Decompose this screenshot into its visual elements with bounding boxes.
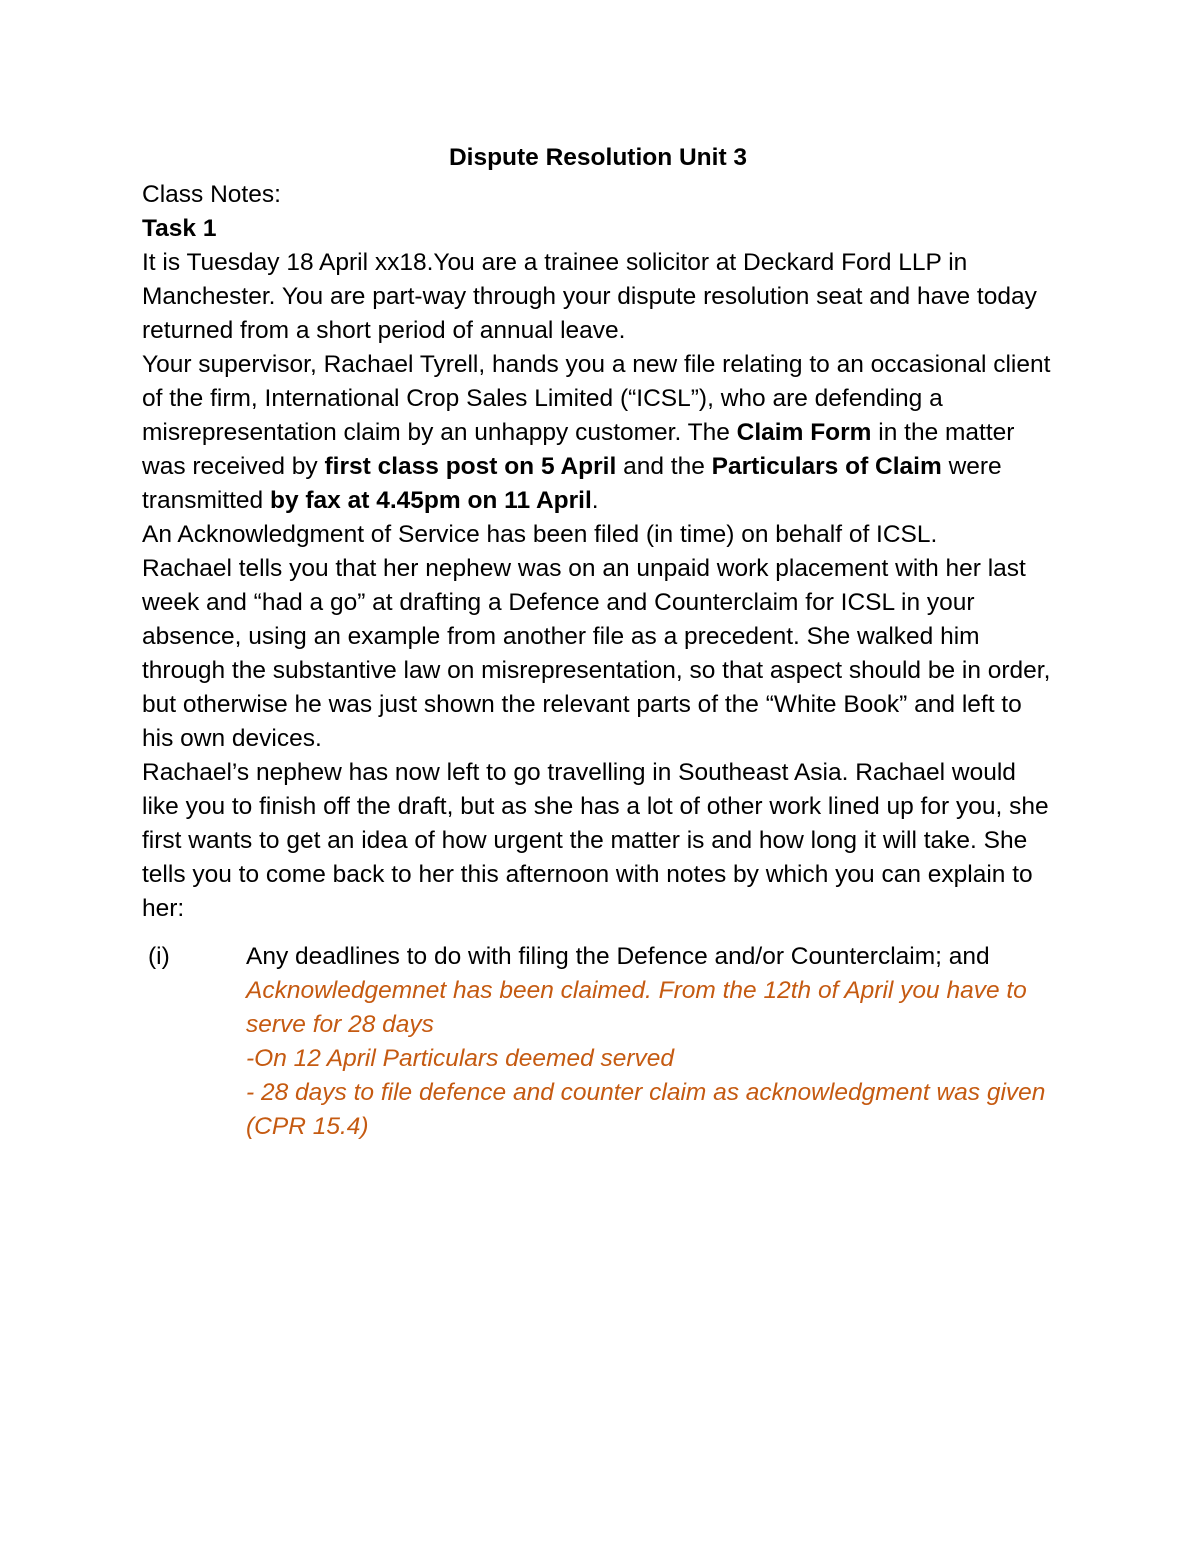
list-item-number: (i) (148, 943, 170, 970)
claim-form-emphasis: Claim Form (736, 419, 872, 446)
particulars-emphasis: Particulars of Claim (711, 453, 942, 480)
paragraph-supervisor (142, 348, 1054, 518)
class-notes-label: Class Notes: (142, 181, 281, 208)
paragraph-acknowledgment: An Acknowledgment of Service has been filed (in time) on behalf of ICSL. (142, 521, 938, 548)
paragraph-instructions: Rachael’s nephew has now left to go travelling in Southeast Asia. Rachael would like you to finish off the draft, but as she has a lot of other work lined up for you, she first wants to get an idea of how urgent the matter is and how long it will take. She tells you to come back to her this afternoon with notes by which you can explain to her: (142, 759, 1049, 922)
paragraph-intro: It is Tuesday 18 April xx18.You are a trainee solicitor at Deckard Ford LLP in Manchester. You are part-way through your dispute resolution seat and have today returned from a short period of annual leave. (142, 249, 1037, 344)
para2-text-4: were transmitted (142, 453, 1002, 514)
list-item-body (246, 940, 1054, 1144)
list-item (142, 940, 1054, 1144)
para2-text-5: . (591, 487, 599, 514)
post-date-emphasis: first class post on 5 April (324, 453, 617, 480)
document-title: Dispute Resolution Unit 3 (448, 144, 748, 171)
list-item-text: Any deadlines to do with filing the Defence and/or Counterclaim; and (246, 943, 990, 970)
handwritten-answer-1: Acknowledgemnet has been claimed. From the 12th of April you have to serve for 28 days (246, 977, 1027, 1038)
handwritten-answer-2: -On 12 April Particulars deemed served (246, 1045, 675, 1072)
para2-text-3: and the (616, 453, 712, 480)
para2-text-1: Your supervisor, Rachael Tyrell, hands you a new file relating to an occasional client of the firm, International Crop Sales Limited (“ICSL”), who are defending a misrepresentation claim by an unhappy customer. The (142, 351, 1051, 446)
handwritten-answer-3: - 28 days to file defence and counter claim as acknowledgment was given (CPR 15.4) (246, 1079, 1046, 1140)
task-heading: Task 1 (142, 215, 217, 242)
fax-time-emphasis: by fax at 4.45pm on 11 April (270, 487, 592, 514)
paragraph-nephew: Rachael tells you that her nephew was on an unpaid work placement with her last week and “had a go” at drafting a Defence and Counterclaim for ICSL in your absence, using an example from another file as a precedent. She walked him through the substantive law on misrepresentation, so that aspect should be in order, but otherwise he was just shown the relevant parts of the “White Book” and left to his own devices. (142, 555, 1051, 752)
document-page (142, 138, 1054, 1144)
para2-text-2: in the matter was received by (142, 419, 1015, 480)
